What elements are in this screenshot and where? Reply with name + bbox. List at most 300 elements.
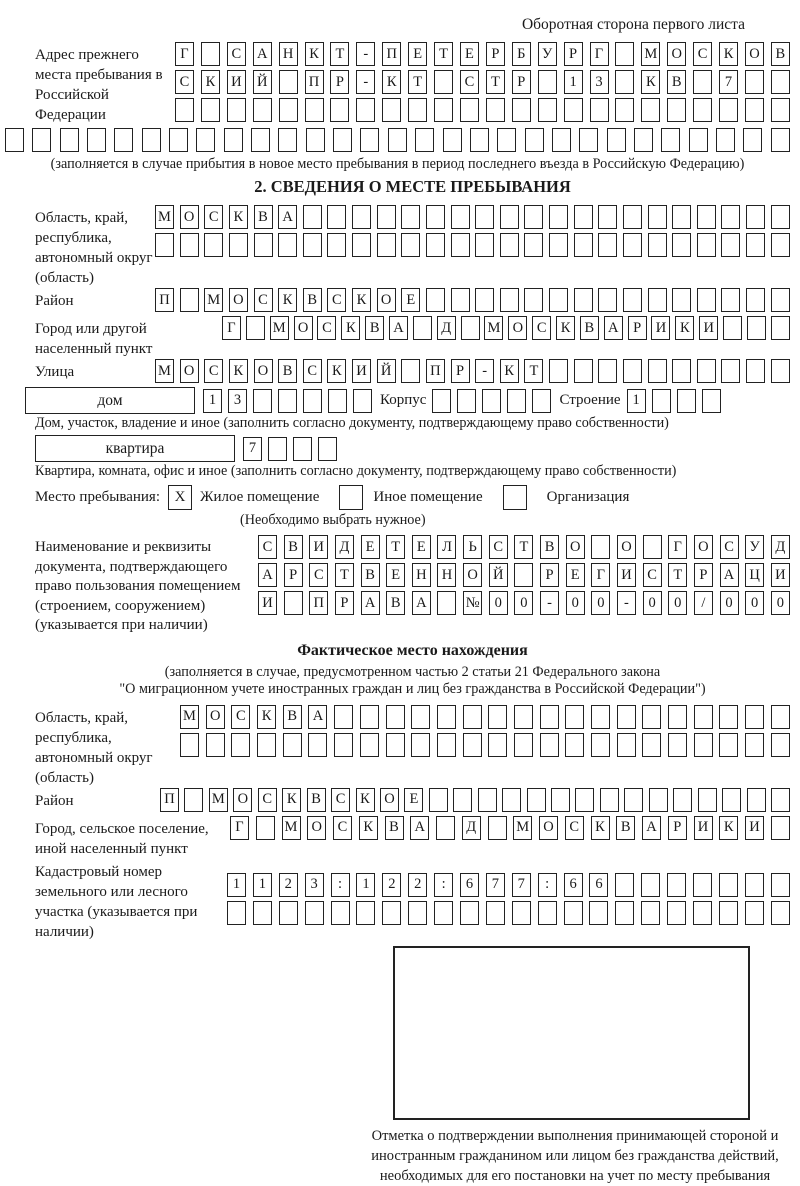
char-box[interactable]: К [675, 316, 694, 340]
char-box[interactable] [719, 733, 738, 757]
char-box[interactable] [475, 205, 494, 229]
char-box[interactable] [352, 205, 371, 229]
char-box[interactable] [771, 816, 790, 840]
char-box[interactable] [745, 705, 764, 729]
char-box[interactable] [668, 705, 687, 729]
char-box[interactable]: С [720, 535, 739, 559]
char-box[interactable] [524, 288, 543, 312]
char-box[interactable] [227, 901, 246, 925]
char-box[interactable]: : [434, 873, 453, 897]
char-box[interactable]: О [745, 42, 764, 66]
char-box[interactable]: Д [462, 816, 481, 840]
char-box[interactable] [745, 733, 764, 757]
char-box[interactable]: Ь [463, 535, 482, 559]
char-box[interactable]: Г [222, 316, 241, 340]
char-box[interactable] [771, 359, 790, 383]
char-box[interactable] [672, 205, 691, 229]
char-box[interactable] [328, 389, 347, 413]
char-box[interactable]: П [155, 288, 174, 312]
char-box[interactable] [574, 288, 593, 312]
char-box[interactable] [771, 316, 790, 340]
char-box[interactable] [303, 205, 322, 229]
char-box[interactable]: Н [437, 563, 456, 587]
char-box[interactable] [278, 128, 297, 152]
char-box[interactable] [722, 788, 741, 812]
char-box[interactable]: 2 [279, 873, 298, 897]
char-box[interactable] [574, 359, 593, 383]
char-box[interactable]: - [475, 359, 494, 383]
char-box[interactable]: И [227, 70, 246, 94]
char-box[interactable] [697, 288, 716, 312]
char-box[interactable] [746, 359, 765, 383]
char-box[interactable] [538, 70, 557, 94]
char-box[interactable] [565, 733, 584, 757]
char-box[interactable] [634, 128, 653, 152]
char-box[interactable] [488, 816, 507, 840]
char-box[interactable]: А [720, 563, 739, 587]
char-box[interactable]: В [365, 316, 384, 340]
char-box[interactable]: 1 [564, 70, 583, 94]
char-box[interactable]: 3 [228, 389, 247, 413]
char-box[interactable] [426, 233, 445, 257]
char-box[interactable]: И [771, 563, 790, 587]
char-box[interactable] [386, 733, 405, 757]
char-box[interactable] [436, 816, 455, 840]
char-box[interactable]: 0 [643, 591, 662, 615]
char-box[interactable] [204, 233, 223, 257]
char-box[interactable] [574, 233, 593, 257]
char-box[interactable] [771, 788, 790, 812]
char-box[interactable] [719, 901, 738, 925]
char-box[interactable]: С [333, 816, 352, 840]
char-box[interactable]: Е [361, 535, 380, 559]
char-box[interactable] [486, 901, 505, 925]
char-box[interactable]: 0 [771, 591, 790, 615]
char-box[interactable] [615, 901, 634, 925]
char-box[interactable]: В [616, 816, 635, 840]
char-box[interactable]: У [538, 42, 557, 66]
char-box[interactable]: С [254, 288, 273, 312]
char-box[interactable]: А [308, 705, 327, 729]
char-box[interactable] [500, 233, 519, 257]
char-box[interactable]: С [258, 788, 277, 812]
char-box[interactable]: О [294, 316, 313, 340]
char-box[interactable]: Р [628, 316, 647, 340]
char-box[interactable]: В [771, 42, 790, 66]
char-box[interactable] [254, 233, 273, 257]
char-box[interactable] [411, 705, 430, 729]
char-box[interactable]: В [386, 591, 405, 615]
char-box[interactable] [308, 733, 327, 757]
char-box[interactable]: С [565, 816, 584, 840]
char-box[interactable] [565, 705, 584, 729]
char-box[interactable] [698, 788, 717, 812]
char-box[interactable] [306, 128, 325, 152]
char-box[interactable] [415, 128, 434, 152]
char-box[interactable]: А [253, 42, 272, 66]
char-box[interactable]: Л [437, 535, 456, 559]
char-box[interactable] [356, 901, 375, 925]
char-box[interactable] [564, 901, 583, 925]
char-box[interactable] [451, 288, 470, 312]
char-box[interactable]: О [307, 816, 326, 840]
char-box[interactable] [253, 98, 272, 122]
char-box[interactable] [434, 70, 453, 94]
char-box[interactable] [268, 437, 287, 461]
char-box[interactable]: Е [386, 563, 405, 587]
char-box[interactable] [615, 873, 634, 897]
char-box[interactable] [426, 205, 445, 229]
char-box[interactable] [623, 205, 642, 229]
char-box[interactable] [641, 901, 660, 925]
char-box[interactable] [411, 733, 430, 757]
char-box[interactable] [305, 901, 324, 925]
char-box[interactable]: О [254, 359, 273, 383]
checkbox-organization[interactable] [503, 485, 527, 510]
char-box[interactable]: С [175, 70, 194, 94]
char-box[interactable]: Й [377, 359, 396, 383]
char-box[interactable]: Д [335, 535, 354, 559]
char-box[interactable] [180, 288, 199, 312]
char-box[interactable] [279, 901, 298, 925]
char-box[interactable] [356, 98, 375, 122]
char-box[interactable] [437, 705, 456, 729]
char-box[interactable] [747, 316, 766, 340]
char-box[interactable] [648, 205, 667, 229]
char-box[interactable]: А [412, 591, 431, 615]
char-box[interactable]: О [694, 535, 713, 559]
char-box[interactable]: № [463, 591, 482, 615]
char-box[interactable]: Т [386, 535, 405, 559]
char-box[interactable]: - [356, 70, 375, 94]
char-box[interactable] [488, 733, 507, 757]
char-box[interactable]: Р [451, 359, 470, 383]
char-box[interactable]: В [361, 563, 380, 587]
char-box[interactable]: 1 [356, 873, 375, 897]
char-box[interactable] [745, 98, 764, 122]
char-box[interactable]: 0 [745, 591, 764, 615]
char-box[interactable] [460, 901, 479, 925]
char-box[interactable]: О [233, 788, 252, 812]
char-box[interactable]: Г [590, 42, 609, 66]
char-box[interactable] [721, 359, 740, 383]
char-box[interactable]: Р [540, 563, 559, 587]
char-box[interactable]: А [258, 563, 277, 587]
char-box[interactable]: И [258, 591, 277, 615]
char-box[interactable]: К [719, 816, 738, 840]
char-box[interactable] [693, 901, 712, 925]
char-box[interactable] [719, 873, 738, 897]
char-box[interactable]: К [282, 788, 301, 812]
char-box[interactable] [538, 901, 557, 925]
char-box[interactable] [598, 205, 617, 229]
char-box[interactable]: А [642, 816, 661, 840]
char-box[interactable] [432, 389, 451, 413]
char-box[interactable] [512, 901, 531, 925]
char-box[interactable]: О [380, 788, 399, 812]
char-box[interactable]: О [180, 205, 199, 229]
char-box[interactable]: С [303, 359, 322, 383]
char-box[interactable]: П [426, 359, 445, 383]
char-box[interactable] [564, 98, 583, 122]
char-box[interactable] [114, 128, 133, 152]
char-box[interactable]: В [307, 788, 326, 812]
char-box[interactable]: Г [591, 563, 610, 587]
char-box[interactable] [434, 901, 453, 925]
char-box[interactable]: 3 [590, 70, 609, 94]
char-box[interactable]: К [352, 288, 371, 312]
char-box[interactable] [334, 733, 353, 757]
char-box[interactable]: - [356, 42, 375, 66]
char-box[interactable]: 6 [460, 873, 479, 897]
char-box[interactable]: К [382, 70, 401, 94]
char-box[interactable] [743, 128, 762, 152]
char-box[interactable]: Г [230, 816, 249, 840]
char-box[interactable]: С [231, 705, 250, 729]
char-box[interactable] [697, 233, 716, 257]
char-box[interactable]: В [385, 816, 404, 840]
char-box[interactable] [303, 389, 322, 413]
char-box[interactable] [747, 788, 766, 812]
char-box[interactable] [723, 316, 742, 340]
char-box[interactable]: О [617, 535, 636, 559]
char-box[interactable]: В [540, 535, 559, 559]
char-box[interactable]: Е [404, 788, 423, 812]
char-box[interactable] [278, 233, 297, 257]
char-box[interactable] [251, 128, 270, 152]
char-box[interactable] [478, 788, 497, 812]
char-box[interactable]: А [278, 205, 297, 229]
char-box[interactable] [408, 901, 427, 925]
char-box[interactable]: М [282, 816, 301, 840]
char-box[interactable] [575, 788, 594, 812]
char-box[interactable] [551, 788, 570, 812]
char-box[interactable] [721, 288, 740, 312]
char-box[interactable] [672, 359, 691, 383]
char-box[interactable]: О [180, 359, 199, 383]
char-box[interactable]: И [699, 316, 718, 340]
char-box[interactable] [279, 70, 298, 94]
char-box[interactable] [617, 705, 636, 729]
char-box[interactable] [327, 205, 346, 229]
char-box[interactable] [283, 733, 302, 757]
char-box[interactable]: Р [284, 563, 303, 587]
char-box[interactable] [589, 901, 608, 925]
char-box[interactable] [746, 233, 765, 257]
char-box[interactable]: М [204, 288, 223, 312]
char-box[interactable]: Т [434, 42, 453, 66]
char-box[interactable] [641, 873, 660, 897]
char-box[interactable] [745, 70, 764, 94]
char-box[interactable]: / [694, 591, 713, 615]
char-box[interactable] [206, 733, 225, 757]
char-box[interactable] [227, 98, 246, 122]
char-box[interactable] [413, 316, 432, 340]
char-box[interactable]: 1 [227, 873, 246, 897]
char-box[interactable]: О [566, 535, 585, 559]
char-box[interactable]: М [484, 316, 503, 340]
char-box[interactable]: К [556, 316, 575, 340]
char-box[interactable]: В [667, 70, 686, 94]
char-box[interactable] [745, 901, 764, 925]
char-box[interactable] [246, 316, 265, 340]
char-box[interactable] [615, 98, 634, 122]
char-box[interactable] [532, 389, 551, 413]
char-box[interactable]: В [278, 359, 297, 383]
char-box[interactable] [591, 705, 610, 729]
char-box[interactable] [719, 705, 738, 729]
char-box[interactable] [461, 316, 480, 340]
char-box[interactable]: С [643, 563, 662, 587]
char-box[interactable] [667, 873, 686, 897]
char-box[interactable]: У [745, 535, 764, 559]
char-box[interactable] [360, 733, 379, 757]
char-box[interactable] [642, 705, 661, 729]
char-box[interactable]: Н [412, 563, 431, 587]
char-box[interactable] [648, 359, 667, 383]
char-box[interactable]: : [331, 873, 350, 897]
char-box[interactable]: Е [408, 42, 427, 66]
char-box[interactable] [377, 205, 396, 229]
char-box[interactable]: П [160, 788, 179, 812]
char-box[interactable] [201, 98, 220, 122]
char-box[interactable]: О [229, 288, 248, 312]
char-box[interactable]: 0 [591, 591, 610, 615]
char-box[interactable]: И [745, 816, 764, 840]
char-box[interactable] [475, 288, 494, 312]
char-box[interactable]: Г [175, 42, 194, 66]
char-box[interactable] [388, 128, 407, 152]
char-box[interactable] [549, 205, 568, 229]
char-box[interactable] [175, 98, 194, 122]
apartment-type-box[interactable]: квартира [35, 435, 235, 462]
char-box[interactable] [693, 98, 712, 122]
char-box[interactable] [771, 98, 790, 122]
char-box[interactable] [278, 389, 297, 413]
char-box[interactable] [360, 128, 379, 152]
char-box[interactable] [318, 437, 337, 461]
char-box[interactable] [525, 128, 544, 152]
char-box[interactable]: П [309, 591, 328, 615]
char-box[interactable] [643, 535, 662, 559]
char-box[interactable] [507, 389, 526, 413]
char-box[interactable]: В [303, 288, 322, 312]
char-box[interactable] [87, 128, 106, 152]
char-box[interactable] [514, 733, 533, 757]
char-box[interactable]: С [204, 359, 223, 383]
char-box[interactable] [771, 233, 790, 257]
char-box[interactable]: Д [771, 535, 790, 559]
char-box[interactable] [155, 233, 174, 257]
char-box[interactable] [598, 359, 617, 383]
char-box[interactable]: 7 [719, 70, 738, 94]
char-box[interactable] [623, 359, 642, 383]
char-box[interactable]: Е [566, 563, 585, 587]
char-box[interactable] [142, 128, 161, 152]
char-box[interactable] [229, 233, 248, 257]
char-box[interactable]: Р [486, 42, 505, 66]
char-box[interactable] [330, 98, 349, 122]
char-box[interactable] [231, 733, 250, 757]
char-box[interactable] [382, 98, 401, 122]
char-box[interactable] [180, 733, 199, 757]
char-box[interactable] [746, 205, 765, 229]
char-box[interactable]: Т [514, 535, 533, 559]
char-box[interactable]: 7 [486, 873, 505, 897]
char-box[interactable] [771, 901, 790, 925]
char-box[interactable]: 2 [382, 873, 401, 897]
char-box[interactable] [500, 288, 519, 312]
char-box[interactable] [500, 205, 519, 229]
char-box[interactable] [60, 128, 79, 152]
char-box[interactable]: К [341, 316, 360, 340]
char-box[interactable] [771, 705, 790, 729]
char-box[interactable]: - [617, 591, 636, 615]
char-box[interactable]: : [538, 873, 557, 897]
char-box[interactable]: А [410, 816, 429, 840]
char-box[interactable]: К [201, 70, 220, 94]
char-box[interactable]: К [229, 359, 248, 383]
char-box[interactable] [579, 128, 598, 152]
char-box[interactable] [615, 42, 634, 66]
char-box[interactable]: С [309, 563, 328, 587]
char-box[interactable] [488, 705, 507, 729]
char-box[interactable] [771, 205, 790, 229]
char-box[interactable]: И [651, 316, 670, 340]
char-box[interactable]: В [284, 535, 303, 559]
char-box[interactable] [169, 128, 188, 152]
char-box[interactable] [352, 233, 371, 257]
char-box[interactable] [693, 873, 712, 897]
char-box[interactable]: К [327, 359, 346, 383]
char-box[interactable]: 7 [512, 873, 531, 897]
char-box[interactable]: Р [694, 563, 713, 587]
char-box[interactable]: Т [486, 70, 505, 94]
char-box[interactable] [598, 233, 617, 257]
char-box[interactable] [716, 128, 735, 152]
char-box[interactable] [429, 788, 448, 812]
char-box[interactable] [184, 788, 203, 812]
char-box[interactable] [721, 233, 740, 257]
char-box[interactable]: Р [330, 70, 349, 94]
char-box[interactable] [497, 128, 516, 152]
char-box[interactable]: К [719, 42, 738, 66]
char-box[interactable] [552, 128, 571, 152]
char-box[interactable] [451, 205, 470, 229]
char-box[interactable]: Д [437, 316, 456, 340]
char-box[interactable]: 1 [203, 389, 222, 413]
char-box[interactable]: Р [668, 816, 687, 840]
char-box[interactable]: С [532, 316, 551, 340]
char-box[interactable]: Р [335, 591, 354, 615]
char-box[interactable] [771, 873, 790, 897]
char-box[interactable]: Т [330, 42, 349, 66]
char-box[interactable] [641, 98, 660, 122]
char-box[interactable] [284, 591, 303, 615]
char-box[interactable] [771, 70, 790, 94]
char-box[interactable]: А [389, 316, 408, 340]
char-box[interactable] [408, 98, 427, 122]
char-box[interactable]: Р [512, 70, 531, 94]
char-box[interactable]: 0 [514, 591, 533, 615]
char-box[interactable] [702, 389, 721, 413]
char-box[interactable] [693, 70, 712, 94]
char-box[interactable]: О [667, 42, 686, 66]
char-box[interactable] [672, 288, 691, 312]
char-box[interactable]: 1 [253, 873, 272, 897]
char-box[interactable] [303, 233, 322, 257]
char-box[interactable]: К [641, 70, 660, 94]
